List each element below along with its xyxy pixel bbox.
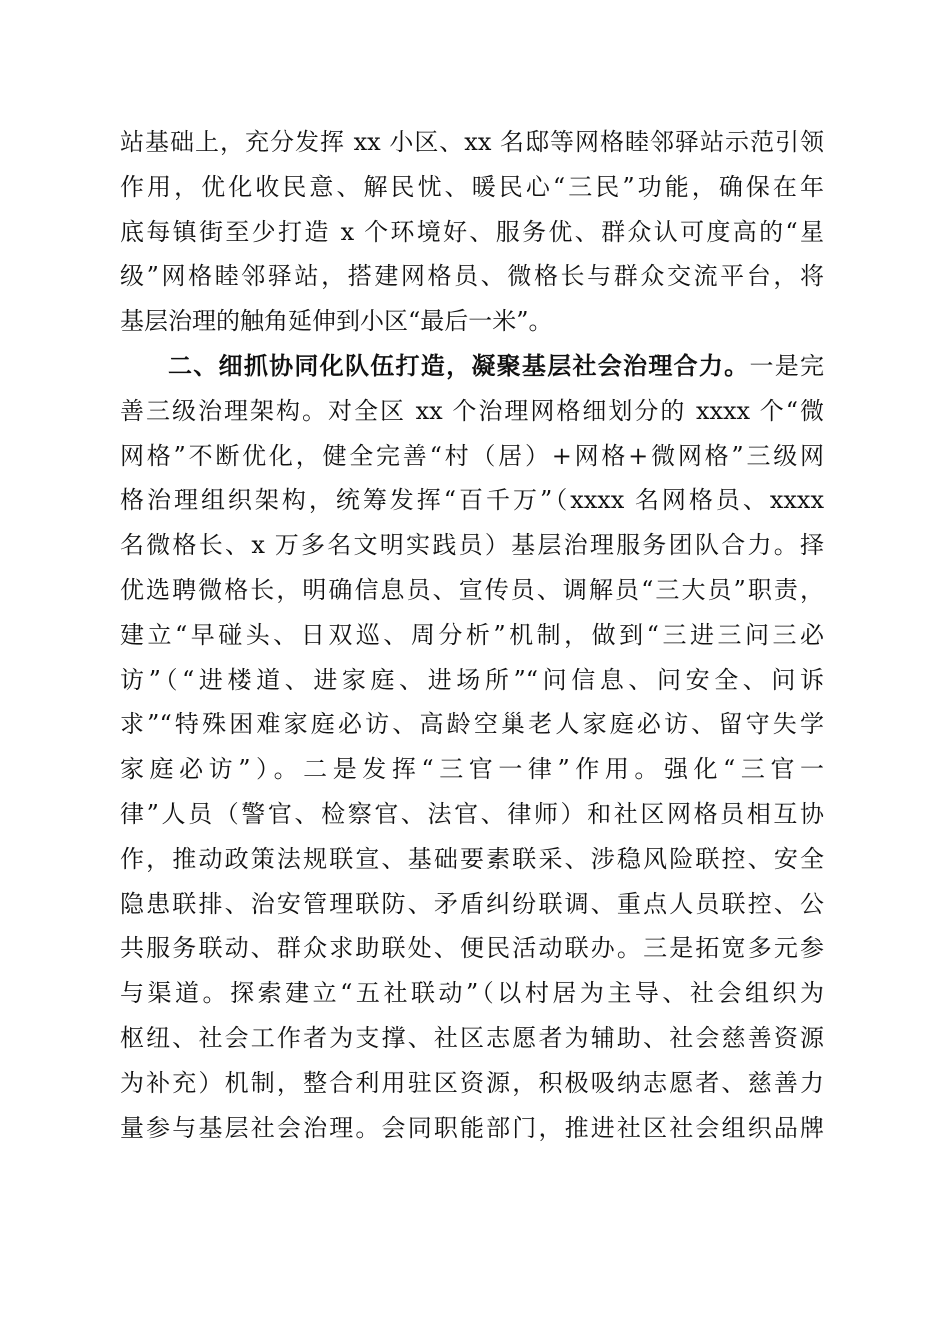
body-text-line: 枢纽、社会工作者为支撑、社区志愿者为辅助、社会慈善资源	[120, 1023, 824, 1052]
section-heading: 二、细抓协同化队伍打造，凝聚基层社会治理合力。	[168, 351, 750, 380]
body-text-line: 家庭必访”）。二是发挥“三官一律”作用。强化“三官一	[120, 755, 824, 784]
body-text-line: 底每镇街至少打造 x 个环境好、服务优、群众认可度高的“星	[120, 217, 824, 246]
body-text-line: 求”“特殊困难家庭必访、高龄空巢老人家庭必访、留守失学	[120, 710, 824, 739]
body-text-line: 作用，优化收民意、解民忧、暖民心“三民”功能，确保在年	[120, 172, 824, 201]
body-text-line: 作，推动政策法规联宣、基础要素联采、涉稳风险联控、安全	[120, 844, 824, 873]
body-text-line: 律”人员（警官、检察官、法官、律师）和社区网格员相互协	[120, 799, 824, 828]
body-text-line: 优选聘微格长，明确信息员、宣传员、调解员“三大员”职责，	[120, 575, 824, 604]
body-text-line: 网格”不断优化，健全完善“村（居）+网格+微网格”三级网	[120, 441, 824, 470]
body-text-line: 为补充）机制，整合利用驻区资源，积极吸纳志愿者、慈善力	[120, 1068, 824, 1097]
body-text-line: 格治理组织架构，统筹发挥“百千万”（xxxx 名网格员、xxxx	[120, 486, 824, 515]
body-text-line: 名微格长、x 万多名文明实践员）基层治理服务团队合力。择	[120, 531, 824, 560]
body-text-line: 隐患联排、治安管理联防、矛盾纠纷联调、重点人员联控、公	[120, 889, 824, 918]
body-text-line: 站基础上，充分发挥 xx 小区、xx 名邸等网格睦邻驿站示范引领	[120, 128, 824, 156]
body-text-line: 善三级治理架构。对全区 xx 个治理网格细划分的 xxxx 个“微	[120, 396, 824, 425]
body-text-line: 量参与基层社会治理。会同职能部门，推进社区社会组织品牌	[120, 1113, 824, 1142]
body-text-line: 访”（“进楼道、进家庭、进场所”“问信息、问安全、问诉	[120, 665, 824, 694]
body-text-line: 级”网格睦邻驿站，搭建网格员、微格长与群众交流平台，将	[120, 262, 824, 291]
body-text-line: 共服务联动、群众求助联处、便民活动联办。三是拓宽多元参	[120, 934, 824, 963]
body-text-line: 基层治理的触角延伸到小区“最后一米”。	[120, 307, 553, 336]
body-text-line: 建立“早碰头、日双巡、周分析”机制，做到“三进三问三必	[120, 620, 824, 649]
section-heading-line	[120, 344, 824, 389]
document-body	[120, 120, 824, 1150]
body-text-line: 与渠道。探索建立“五社联动”（以村居为主导、社会组织为	[120, 979, 824, 1008]
body-text-fragment: 一是完	[749, 351, 825, 380]
